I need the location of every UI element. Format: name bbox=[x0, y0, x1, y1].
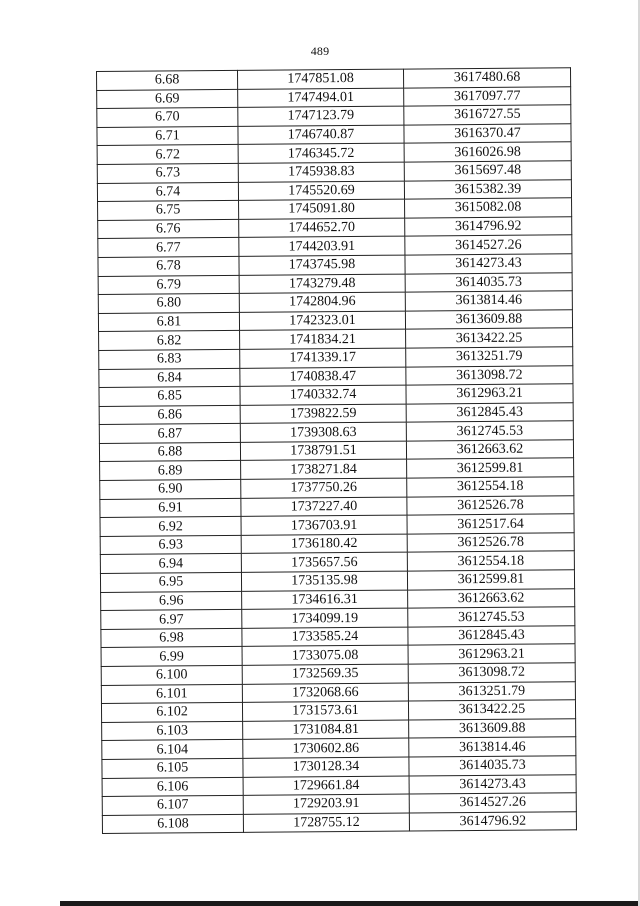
point-id-cell: 6.90 bbox=[100, 479, 241, 499]
x-coordinate-cell: 1739308.63 bbox=[240, 422, 406, 442]
x-coordinate-cell: 1732569.35 bbox=[242, 664, 408, 684]
point-id-cell: 6.98 bbox=[101, 628, 242, 648]
point-id-cell: 6.88 bbox=[99, 442, 240, 462]
x-coordinate-cell: 1740838.47 bbox=[240, 367, 406, 387]
x-coordinate-cell: 1730128.34 bbox=[243, 757, 409, 777]
point-id-cell: 6.80 bbox=[98, 294, 239, 314]
point-id-cell: 6.76 bbox=[98, 219, 239, 239]
point-id-cell: 6.100 bbox=[101, 665, 242, 685]
point-id-cell: 6.86 bbox=[99, 405, 240, 425]
x-coordinate-cell: 1741339.17 bbox=[240, 348, 406, 368]
y-coordinate-cell: 3612745.53 bbox=[406, 421, 573, 441]
point-id-cell: 6.97 bbox=[101, 610, 242, 630]
y-coordinate-cell: 3612599.81 bbox=[407, 570, 574, 590]
coordinates-table-body bbox=[97, 68, 577, 834]
y-coordinate-cell: 3612845.43 bbox=[408, 626, 575, 646]
point-id-cell: 6.105 bbox=[102, 758, 243, 778]
y-coordinate-cell: 3612663.62 bbox=[406, 440, 573, 460]
y-coordinate-cell: 3612554.18 bbox=[407, 551, 574, 571]
y-coordinate-cell: 3613814.46 bbox=[409, 737, 576, 757]
x-coordinate-cell: 1742804.96 bbox=[239, 292, 405, 312]
y-coordinate-cell: 3614796.92 bbox=[405, 217, 572, 237]
y-coordinate-cell: 3613098.72 bbox=[406, 365, 573, 385]
point-id-cell: 6.77 bbox=[98, 238, 239, 258]
y-coordinate-cell: 3612963.21 bbox=[408, 644, 575, 664]
point-id-cell: 6.75 bbox=[98, 201, 239, 221]
y-coordinate-cell: 3612526.78 bbox=[407, 533, 574, 553]
y-coordinate-cell: 3617480.68 bbox=[403, 68, 570, 88]
point-id-cell: 6.68 bbox=[97, 70, 238, 90]
y-coordinate-cell: 3614035.73 bbox=[405, 272, 572, 292]
x-coordinate-cell: 1740332.74 bbox=[240, 385, 406, 405]
x-coordinate-cell: 1729661.84 bbox=[243, 776, 409, 796]
y-coordinate-cell: 3612554.18 bbox=[407, 477, 574, 497]
x-coordinate-cell: 1745938.83 bbox=[238, 162, 404, 182]
y-coordinate-cell: 3615082.08 bbox=[405, 198, 572, 218]
point-id-cell: 6.81 bbox=[98, 312, 239, 332]
y-coordinate-cell: 3614527.26 bbox=[409, 793, 576, 813]
y-coordinate-cell: 3612517.64 bbox=[407, 514, 574, 534]
x-coordinate-cell: 1733075.08 bbox=[242, 645, 408, 665]
x-coordinate-cell: 1738791.51 bbox=[240, 441, 406, 461]
point-id-cell: 6.104 bbox=[102, 740, 243, 760]
x-coordinate-cell: 1742323.01 bbox=[239, 311, 405, 331]
y-coordinate-cell: 3613609.88 bbox=[409, 719, 576, 739]
x-coordinate-cell: 1735135.98 bbox=[241, 571, 407, 591]
x-coordinate-cell: 1735657.56 bbox=[241, 553, 407, 573]
point-id-cell: 6.79 bbox=[98, 275, 239, 295]
point-id-cell: 6.74 bbox=[97, 182, 238, 202]
x-coordinate-cell: 1747123.79 bbox=[238, 106, 404, 126]
x-coordinate-cell: 1747494.01 bbox=[238, 88, 404, 108]
y-coordinate-cell: 3612663.62 bbox=[408, 588, 575, 608]
x-coordinate-cell: 1736703.91 bbox=[241, 515, 407, 535]
x-coordinate-cell: 1728755.12 bbox=[243, 813, 409, 833]
y-coordinate-cell: 3614796.92 bbox=[409, 812, 576, 832]
y-coordinate-cell: 3613609.88 bbox=[405, 309, 572, 329]
y-coordinate-cell: 3612845.43 bbox=[406, 402, 573, 422]
x-coordinate-cell: 1739822.59 bbox=[240, 404, 406, 424]
x-coordinate-cell: 1747851.08 bbox=[237, 69, 403, 89]
x-coordinate-cell: 1745091.80 bbox=[239, 199, 405, 219]
x-coordinate-cell: 1744652.70 bbox=[239, 218, 405, 238]
point-id-cell: 6.95 bbox=[100, 572, 241, 592]
point-id-cell: 6.73 bbox=[97, 163, 238, 183]
x-coordinate-cell: 1743279.48 bbox=[239, 274, 405, 294]
point-id-cell: 6.69 bbox=[97, 89, 238, 109]
point-id-cell: 6.108 bbox=[102, 814, 243, 834]
point-id-cell: 6.70 bbox=[97, 108, 238, 128]
x-coordinate-cell: 1730602.86 bbox=[243, 738, 409, 758]
y-coordinate-cell: 3612526.78 bbox=[407, 495, 574, 515]
point-id-cell: 6.101 bbox=[101, 684, 242, 704]
y-coordinate-cell: 3613422.25 bbox=[406, 328, 573, 348]
x-coordinate-cell: 1745520.69 bbox=[238, 181, 404, 201]
x-coordinate-cell: 1737227.40 bbox=[241, 497, 407, 517]
point-id-cell: 6.83 bbox=[99, 349, 240, 369]
y-coordinate-cell: 3615382.39 bbox=[404, 179, 571, 199]
y-coordinate-cell: 3613098.72 bbox=[408, 663, 575, 683]
point-id-cell: 6.89 bbox=[100, 461, 241, 481]
y-coordinate-cell: 3616727.55 bbox=[404, 105, 571, 125]
table-row bbox=[102, 812, 576, 834]
y-coordinate-cell: 3612963.21 bbox=[406, 384, 573, 404]
y-coordinate-cell: 3614035.73 bbox=[409, 756, 576, 776]
x-coordinate-cell: 1746345.72 bbox=[238, 143, 404, 163]
y-coordinate-cell: 3613422.25 bbox=[408, 700, 575, 720]
page-number: 489 bbox=[310, 44, 330, 58]
point-id-cell: 6.102 bbox=[101, 703, 242, 723]
x-coordinate-cell: 1738271.84 bbox=[241, 460, 407, 480]
y-coordinate-cell: 3612745.53 bbox=[408, 607, 575, 627]
coordinates-table-container bbox=[96, 67, 576, 834]
point-id-cell: 6.85 bbox=[99, 386, 240, 406]
x-coordinate-cell: 1731084.81 bbox=[243, 720, 409, 740]
coordinates-table bbox=[96, 67, 577, 834]
y-coordinate-cell: 3613251.79 bbox=[408, 681, 575, 701]
y-coordinate-cell: 3616026.98 bbox=[404, 142, 571, 162]
x-coordinate-cell: 1737750.26 bbox=[241, 478, 407, 498]
y-coordinate-cell: 3614527.26 bbox=[405, 235, 572, 255]
x-coordinate-cell: 1734099.19 bbox=[242, 608, 408, 628]
point-id-cell: 6.87 bbox=[99, 424, 240, 444]
point-id-cell: 6.82 bbox=[99, 331, 240, 351]
x-coordinate-cell: 1731573.61 bbox=[242, 701, 408, 721]
point-id-cell: 6.106 bbox=[102, 777, 243, 797]
point-id-cell: 6.103 bbox=[102, 721, 243, 741]
point-id-cell: 6.84 bbox=[99, 368, 240, 388]
point-id-cell: 6.96 bbox=[101, 591, 242, 611]
x-coordinate-cell: 1734616.31 bbox=[242, 590, 408, 610]
point-id-cell: 6.92 bbox=[100, 517, 241, 537]
x-coordinate-cell: 1743745.98 bbox=[239, 255, 405, 275]
point-id-cell: 6.93 bbox=[100, 535, 241, 555]
x-coordinate-cell: 1741834.21 bbox=[240, 329, 406, 349]
point-id-cell: 6.107 bbox=[102, 796, 243, 816]
y-coordinate-cell: 3614273.43 bbox=[409, 774, 576, 794]
point-id-cell: 6.91 bbox=[100, 498, 241, 518]
scan-bottom-edge bbox=[60, 901, 640, 906]
x-coordinate-cell: 1733585.24 bbox=[242, 627, 408, 647]
x-coordinate-cell: 1746740.87 bbox=[238, 125, 404, 145]
y-coordinate-cell: 3615697.48 bbox=[404, 161, 571, 181]
x-coordinate-cell: 1736180.42 bbox=[241, 534, 407, 554]
x-coordinate-cell: 1744203.91 bbox=[239, 236, 405, 256]
y-coordinate-cell: 3616370.47 bbox=[404, 124, 571, 144]
point-id-cell: 6.99 bbox=[101, 647, 242, 667]
y-coordinate-cell: 3614273.43 bbox=[405, 254, 572, 274]
point-id-cell: 6.78 bbox=[98, 256, 239, 276]
y-coordinate-cell: 3613814.46 bbox=[405, 291, 572, 311]
point-id-cell: 6.71 bbox=[97, 126, 238, 146]
x-coordinate-cell: 1732068.66 bbox=[242, 683, 408, 703]
y-coordinate-cell: 3617097.77 bbox=[404, 86, 571, 106]
x-coordinate-cell: 1729203.91 bbox=[243, 794, 409, 814]
point-id-cell: 6.72 bbox=[97, 145, 238, 165]
y-coordinate-cell: 3612599.81 bbox=[407, 458, 574, 478]
y-coordinate-cell: 3613251.79 bbox=[406, 347, 573, 367]
point-id-cell: 6.94 bbox=[100, 554, 241, 574]
